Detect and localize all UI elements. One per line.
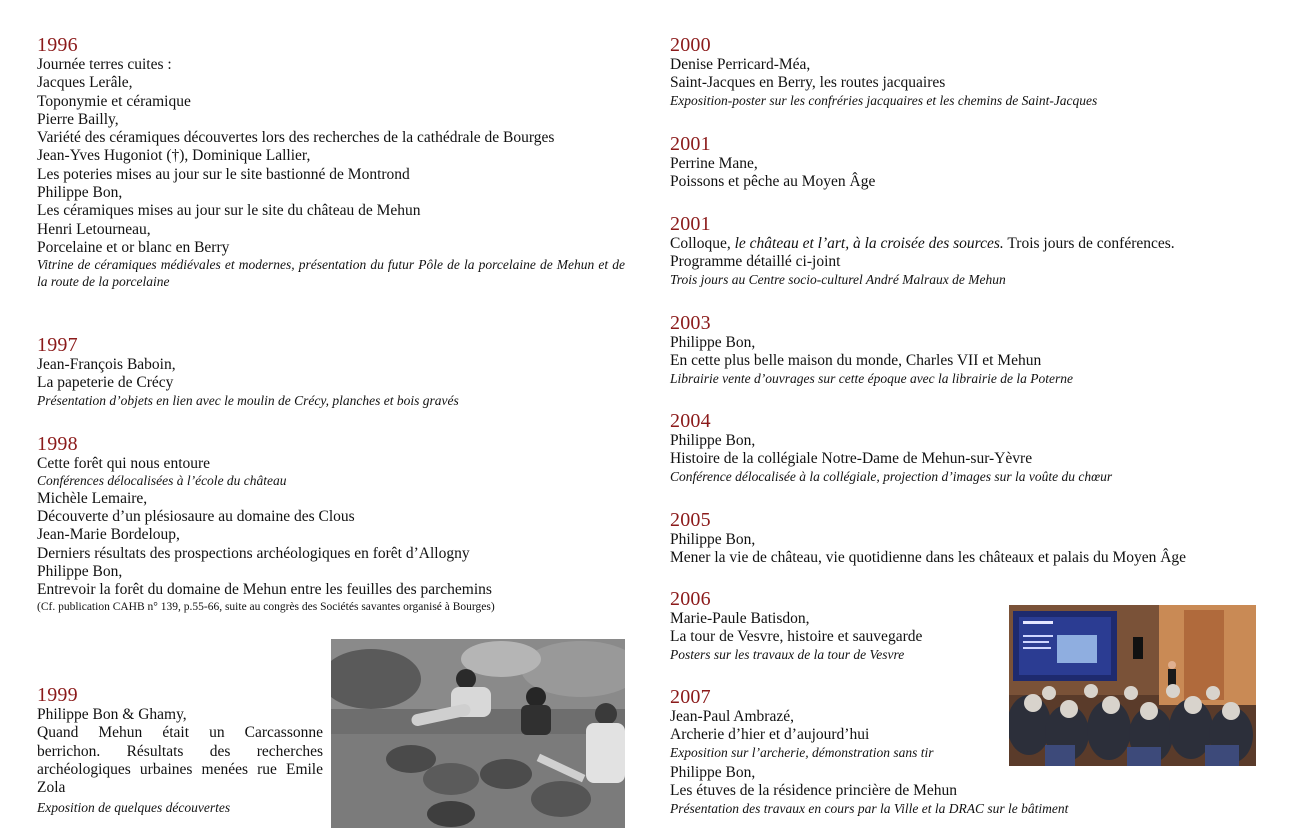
section-2001-a xyxy=(670,133,1260,192)
text-line: Jacques Lerâle, xyxy=(37,74,133,92)
text-line: Journée terres cuites : xyxy=(37,56,172,73)
section-1999 xyxy=(37,684,323,817)
conference-photo xyxy=(1009,605,1256,766)
text-line: Jean-Yves Hugoniot (†), Dominique Lallier, xyxy=(37,147,311,165)
italic-note: Exposition sur l’archerie, démonstration sans tir xyxy=(670,744,934,760)
text-line: Archerie d’hier et d’aujourd’hui xyxy=(670,726,870,744)
section-1998 xyxy=(37,433,625,615)
italic-note: Exposition-poster sur les confréries jacquaires et les chemins de Saint-Jacques xyxy=(670,92,1098,108)
text-line: Derniers résultats des prospections archéologiques en forêt d’Allogny xyxy=(37,544,470,562)
text-span: Trois jours de conférences. xyxy=(1003,235,1175,252)
text-line: Découverte d’un plésiosaure au domaine des Clous xyxy=(37,508,355,526)
text-line: Pierre Bailly, xyxy=(37,110,119,128)
section-1996 xyxy=(37,34,625,290)
text-line: Jean-François Baboin, xyxy=(37,356,176,373)
section-2003 xyxy=(670,312,1260,387)
text-line: La tour de Vesvre, histoire et sauvegarde xyxy=(670,628,923,646)
section-2005 xyxy=(670,509,1260,568)
colloque-title: le château et l’art, à la croisée des sources. xyxy=(734,235,1004,252)
text-span: Colloque, xyxy=(670,235,735,252)
year-heading: 1999 xyxy=(37,684,78,706)
year-heading: 1998 xyxy=(37,433,78,455)
text-line: Michèle Lemaire, xyxy=(37,489,148,507)
year-heading: 1997 xyxy=(37,334,78,356)
text-line: Porcelaine et or blanc en Berry xyxy=(37,238,230,256)
italic-note: Conférences délocalisées à l’école du château xyxy=(37,473,287,489)
text-line: Cette forêt qui nous entoure xyxy=(37,455,211,472)
text-line: Jean-Paul Ambrazé, xyxy=(670,708,794,725)
text-line: Philippe Bon & Ghamy, xyxy=(37,706,187,723)
text-line: Denise Perricard-Méa, xyxy=(670,56,811,73)
year-heading: 2001 xyxy=(670,213,711,235)
text-line: Les céramiques mises au jour sur le site du château de Mehun xyxy=(37,202,421,220)
text-line: Les étuves de la résidence princière de Mehun xyxy=(670,782,958,800)
text-line: Mener la vie de château, vie quotidienne dans les châteaux et palais du Moyen Âge xyxy=(670,549,1187,567)
italic-note: Exposition de quelques découvertes xyxy=(37,800,231,816)
italic-note: Posters sur les travaux de la tour de Vesvre xyxy=(670,646,905,662)
text-line: Philippe Bon, xyxy=(670,334,756,351)
italic-note: Vitrine de céramiques médiévales et modernes, présentation du futur Pôle de la porcelaine de Mehun et de la route de la porcelaine xyxy=(37,257,625,289)
year-heading: 2007 xyxy=(670,686,711,708)
text-line: Toponymie et céramique xyxy=(37,92,191,110)
year-heading: 1996 xyxy=(37,34,78,56)
text-line: Variété des céramiques découvertes lors des recherches de la cathédrale de Bourges xyxy=(37,129,555,147)
excavation-photo xyxy=(331,639,625,828)
text-line: Poissons et pêche au Moyen Âge xyxy=(670,173,876,191)
text-line: La papeterie de Crécy xyxy=(37,374,174,392)
section-2004 xyxy=(670,410,1260,485)
year-heading: 2004 xyxy=(670,410,711,432)
italic-note: Présentation des travaux en cours par la Ville et la DRAC sur le bâtiment xyxy=(670,800,1069,816)
year-heading: 2000 xyxy=(670,34,711,56)
text-line: Saint-Jacques en Berry, les routes jacquaires xyxy=(670,74,946,92)
text-line xyxy=(670,235,1260,253)
reference-note: (Cf. publication CAHB n° 139, p.55-66, suite au congrès des Sociétés savantes organisé à Bourges) xyxy=(37,600,495,613)
text-line: Entrevoir la forêt du domaine de Mehun entre les feuilles des parchemins xyxy=(37,581,492,599)
year-heading: 2003 xyxy=(670,312,711,334)
text-line: Philippe Bon, xyxy=(670,432,756,449)
text-line: Programme détaillé ci-joint xyxy=(670,253,841,271)
text-line: Les poteries mises au jour sur le site bastionné de Montrond xyxy=(37,165,410,183)
section-1997 xyxy=(37,334,625,409)
text-line: Marie-Paule Batisdon, xyxy=(670,610,810,627)
text-line: Perrine Mane, xyxy=(670,155,758,172)
italic-note: Présentation d’objets en lien avec le moulin de Crécy, planches et bois gravés xyxy=(37,392,459,408)
text-line: Henri Letourneau, xyxy=(37,220,151,238)
year-heading: 2001 xyxy=(670,133,711,155)
text-line: Philippe Bon, xyxy=(37,184,123,202)
italic-note: Trois jours au Centre socio-culturel André Malraux de Mehun xyxy=(670,271,1006,287)
text-line: En cette plus belle maison du monde, Charles VII et Mehun xyxy=(670,352,1042,370)
section-2000 xyxy=(670,34,1260,109)
text-line: Philippe Bon, xyxy=(37,562,123,580)
text-line: Philippe Bon, xyxy=(670,764,756,782)
italic-note: Conférence délocalisée à la collégiale, projection d’images sur la voûte du chœur xyxy=(670,468,1113,484)
year-heading: 2006 xyxy=(670,588,711,610)
year-heading: 2005 xyxy=(670,509,711,531)
text-line: Histoire de la collégiale Notre-Dame de Mehun-sur-Yèvre xyxy=(670,450,1033,468)
italic-note: Librairie vente d’ouvrages sur cette époque avec la librairie de la Poterne xyxy=(670,370,1074,386)
text-line: Philippe Bon, xyxy=(670,531,756,548)
section-2001-b xyxy=(670,213,1260,288)
text-line: Jean-Marie Bordeloup, xyxy=(37,526,180,544)
text-line: Quand Mehun était un Carcassonne berrichon. Résultats des recherches archéologiques urbaines menées rue Emile Zola xyxy=(37,724,323,797)
